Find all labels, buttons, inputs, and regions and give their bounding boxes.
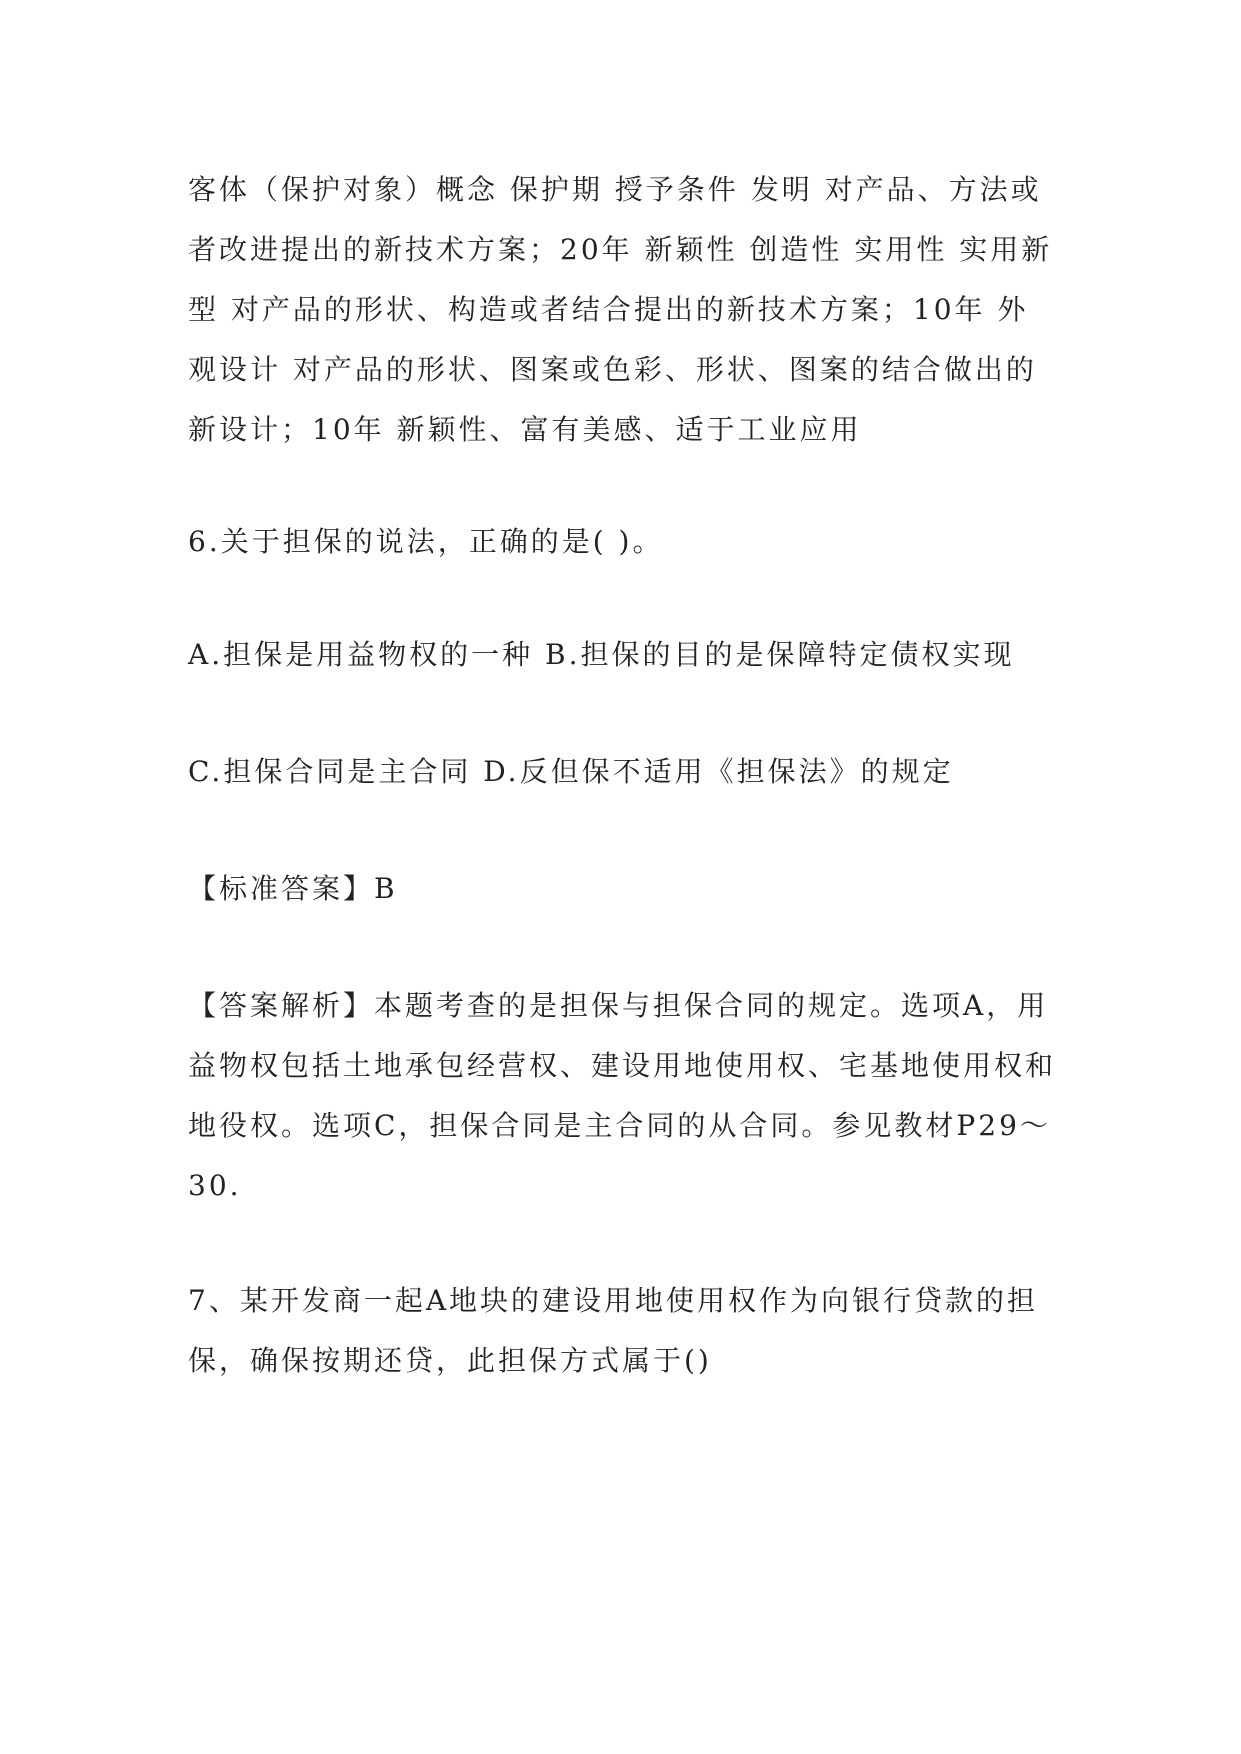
question-6-options-ab: A.担保是用益物权的一种 B.担保的目的是保障特定债权实现 [188,638,1015,671]
patent-comparison-paragraph: 客体（保护对象）概念 保护期 授予条件 发明 对产品、方法或者改进提出的新技术方案；20年 新颖性 创造性 实用性 实用新型 对产品的形状、构造或者结合提出的新技术方案；10年 外观设计 对产品的形状、图案或色彩、形状、图案的结合做出的新设计；10年 新颖性、富有美感、适于工业应用 [188,173,1053,446]
question-6-options-cd: C.担保合同是主合同 D.反但保不适用《担保法》的规定 [188,755,954,788]
question-7-stem: 7、某开发商一起A地块的建设用地使用权作为向银行贷款的担保，确保按期还贷，此担保方式属于() [188,1284,1039,1377]
question-6-answer: 【标准答案】B [188,872,398,905]
question-6-explanation: 【答案解析】本题考查的是担保与担保合同的规定。选项A，用益物权包括土地承包经营权、建设用地使用权、宅基地使用权和地役权。选项C，担保合同是主合同的从合同。参见教材P29～30. [188,989,1057,1202]
question-6-stem: 6.关于担保的说法，正确的是( )。 [188,525,664,558]
document-page [188,160,1058,1391]
